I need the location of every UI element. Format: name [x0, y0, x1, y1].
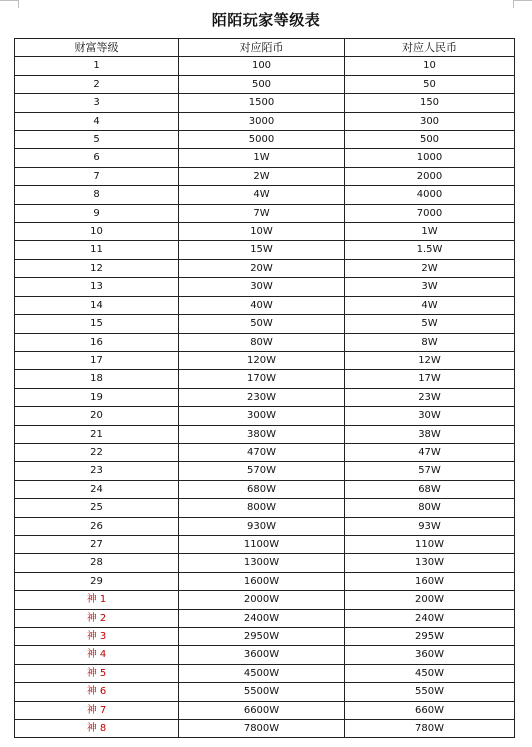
cell-level: 5: [15, 131, 179, 149]
cell-level: 3: [15, 94, 179, 112]
cell-level: 13: [15, 278, 179, 296]
cell-rmb: 240W: [345, 609, 515, 627]
cell-level: 11: [15, 241, 179, 259]
cell-rmb: 50: [345, 75, 515, 93]
table-row: [15, 223, 515, 241]
table-row: [15, 112, 515, 130]
table-row: [15, 443, 515, 461]
cell-coins: 5500W: [179, 683, 345, 701]
cell-rmb: 2000: [345, 167, 515, 185]
cell-coins: 2000W: [179, 591, 345, 609]
table-row: [15, 683, 515, 701]
cell-rmb: 130W: [345, 554, 515, 572]
cell-coins: 120W: [179, 351, 345, 369]
cell-rmb: 57W: [345, 462, 515, 480]
table-row: [15, 407, 515, 425]
cell-level: 17: [15, 351, 179, 369]
cell-level: 14: [15, 296, 179, 314]
cell-rmb: 1.5W: [345, 241, 515, 259]
cell-rmb: 68W: [345, 480, 515, 498]
cell-rmb: 500: [345, 131, 515, 149]
table-row: [15, 204, 515, 222]
cell-coins: 3600W: [179, 646, 345, 664]
cell-rmb: 47W: [345, 443, 515, 461]
table-row: [15, 149, 515, 167]
cell-rmb: 12W: [345, 351, 515, 369]
table-row: [15, 646, 515, 664]
cell-level: 神 6: [15, 683, 179, 701]
cell-level: 神 7: [15, 701, 179, 719]
cell-coins: 2950W: [179, 628, 345, 646]
cell-rmb: 80W: [345, 499, 515, 517]
table-row: [15, 388, 515, 406]
cell-level: 16: [15, 333, 179, 351]
cell-rmb: 7000: [345, 204, 515, 222]
table-row: [15, 572, 515, 590]
table-row: [15, 315, 515, 333]
cell-coins: 170W: [179, 370, 345, 388]
cell-rmb: 23W: [345, 388, 515, 406]
cell-coins: 680W: [179, 480, 345, 498]
cell-rmb: 780W: [345, 720, 515, 738]
cell-rmb: 1000: [345, 149, 515, 167]
header-momo-coins: 对应陌币: [179, 39, 345, 57]
table-row: [15, 425, 515, 443]
table-row: [15, 167, 515, 185]
cell-level: 29: [15, 572, 179, 590]
table-row: [15, 94, 515, 112]
cell-coins: 300W: [179, 407, 345, 425]
cell-rmb: 450W: [345, 664, 515, 682]
cell-level: 21: [15, 425, 179, 443]
cell-coins: 2400W: [179, 609, 345, 627]
cell-coins: 4500W: [179, 664, 345, 682]
header-rmb: 对应人民币: [345, 39, 515, 57]
cell-coins: 570W: [179, 462, 345, 480]
cell-rmb: 8W: [345, 333, 515, 351]
cell-coins: 10W: [179, 223, 345, 241]
table-row: [15, 131, 515, 149]
cell-coins: 1500: [179, 94, 345, 112]
cell-level: 20: [15, 407, 179, 425]
table-row: [15, 241, 515, 259]
cell-coins: 470W: [179, 443, 345, 461]
cell-rmb: 1W: [345, 223, 515, 241]
cell-level: 18: [15, 370, 179, 388]
cell-level: 7: [15, 167, 179, 185]
level-table: [14, 38, 515, 738]
table-body: [15, 57, 515, 738]
cell-coins: 930W: [179, 517, 345, 535]
table-row: [15, 480, 515, 498]
table-row: [15, 499, 515, 517]
cell-rmb: 2W: [345, 259, 515, 277]
header-wealth-level: 财富等级: [15, 39, 179, 57]
cell-level: 28: [15, 554, 179, 572]
cell-rmb: 17W: [345, 370, 515, 388]
cell-level: 23: [15, 462, 179, 480]
table-header-row: [15, 39, 515, 57]
crop-mark-left: [0, 0, 18, 1]
cell-rmb: 38W: [345, 425, 515, 443]
table-row: [15, 554, 515, 572]
cell-rmb: 150: [345, 94, 515, 112]
cell-level: 1: [15, 57, 179, 75]
cell-level: 25: [15, 499, 179, 517]
cell-coins: 500: [179, 75, 345, 93]
cell-coins: 20W: [179, 259, 345, 277]
page-title: 陌陌玩家等级表: [211, 11, 321, 29]
cell-coins: 380W: [179, 425, 345, 443]
cell-coins: 230W: [179, 388, 345, 406]
table-row: [15, 664, 515, 682]
cell-level: 22: [15, 443, 179, 461]
cell-coins: 5000: [179, 131, 345, 149]
table-row: [15, 628, 515, 646]
cell-coins: 7W: [179, 204, 345, 222]
cell-coins: 7800W: [179, 720, 345, 738]
cell-level: 神 2: [15, 609, 179, 627]
cell-coins: 40W: [179, 296, 345, 314]
cell-coins: 1600W: [179, 572, 345, 590]
cell-level: 10: [15, 223, 179, 241]
cell-level: 神 1: [15, 591, 179, 609]
cell-coins: 800W: [179, 499, 345, 517]
cell-rmb: 300: [345, 112, 515, 130]
table-row: [15, 75, 515, 93]
cell-rmb: 5W: [345, 315, 515, 333]
cell-rmb: 360W: [345, 646, 515, 664]
cell-rmb: 110W: [345, 535, 515, 553]
cell-coins: 50W: [179, 315, 345, 333]
table-row: [15, 701, 515, 719]
table-row: [15, 186, 515, 204]
cell-level: 4: [15, 112, 179, 130]
cell-level: 24: [15, 480, 179, 498]
cell-rmb: 550W: [345, 683, 515, 701]
cell-rmb: 4W: [345, 296, 515, 314]
cell-rmb: 160W: [345, 572, 515, 590]
cell-coins: 6600W: [179, 701, 345, 719]
cell-coins: 1W: [179, 149, 345, 167]
cell-coins: 2W: [179, 167, 345, 185]
crop-mark-left-vertical: [18, 0, 19, 8]
cell-level: 12: [15, 259, 179, 277]
table-row: [15, 278, 515, 296]
cell-rmb: 93W: [345, 517, 515, 535]
cell-level: 19: [15, 388, 179, 406]
table-row: [15, 609, 515, 627]
cell-coins: 15W: [179, 241, 345, 259]
table-row: [15, 333, 515, 351]
cell-level: 9: [15, 204, 179, 222]
cell-coins: 100: [179, 57, 345, 75]
cell-level: 15: [15, 315, 179, 333]
table-row: [15, 720, 515, 738]
table-row: [15, 535, 515, 553]
cell-coins: 80W: [179, 333, 345, 351]
cell-coins: 30W: [179, 278, 345, 296]
cell-rmb: 4000: [345, 186, 515, 204]
table-row: [15, 591, 515, 609]
cell-level: 神 4: [15, 646, 179, 664]
crop-mark-right-vertical: [513, 0, 514, 8]
cell-level: 27: [15, 535, 179, 553]
cell-rmb: 660W: [345, 701, 515, 719]
cell-rmb: 30W: [345, 407, 515, 425]
cell-coins: 4W: [179, 186, 345, 204]
cell-coins: 1100W: [179, 535, 345, 553]
cell-rmb: 10: [345, 57, 515, 75]
cell-level: 2: [15, 75, 179, 93]
cell-coins: 3000: [179, 112, 345, 130]
cell-level: 8: [15, 186, 179, 204]
crop-mark-right: [514, 0, 532, 1]
cell-level: 6: [15, 149, 179, 167]
cell-level: 26: [15, 517, 179, 535]
cell-rmb: 200W: [345, 591, 515, 609]
cell-coins: 1300W: [179, 554, 345, 572]
cell-rmb: 3W: [345, 278, 515, 296]
table-row: [15, 370, 515, 388]
table-row: [15, 517, 515, 535]
cell-level: 神 3: [15, 628, 179, 646]
table-row: [15, 259, 515, 277]
table-row: [15, 57, 515, 75]
cell-rmb: 295W: [345, 628, 515, 646]
cell-level: 神 8: [15, 720, 179, 738]
cell-level: 神 5: [15, 664, 179, 682]
table-row: [15, 296, 515, 314]
table-row: [15, 462, 515, 480]
table-row: [15, 351, 515, 369]
